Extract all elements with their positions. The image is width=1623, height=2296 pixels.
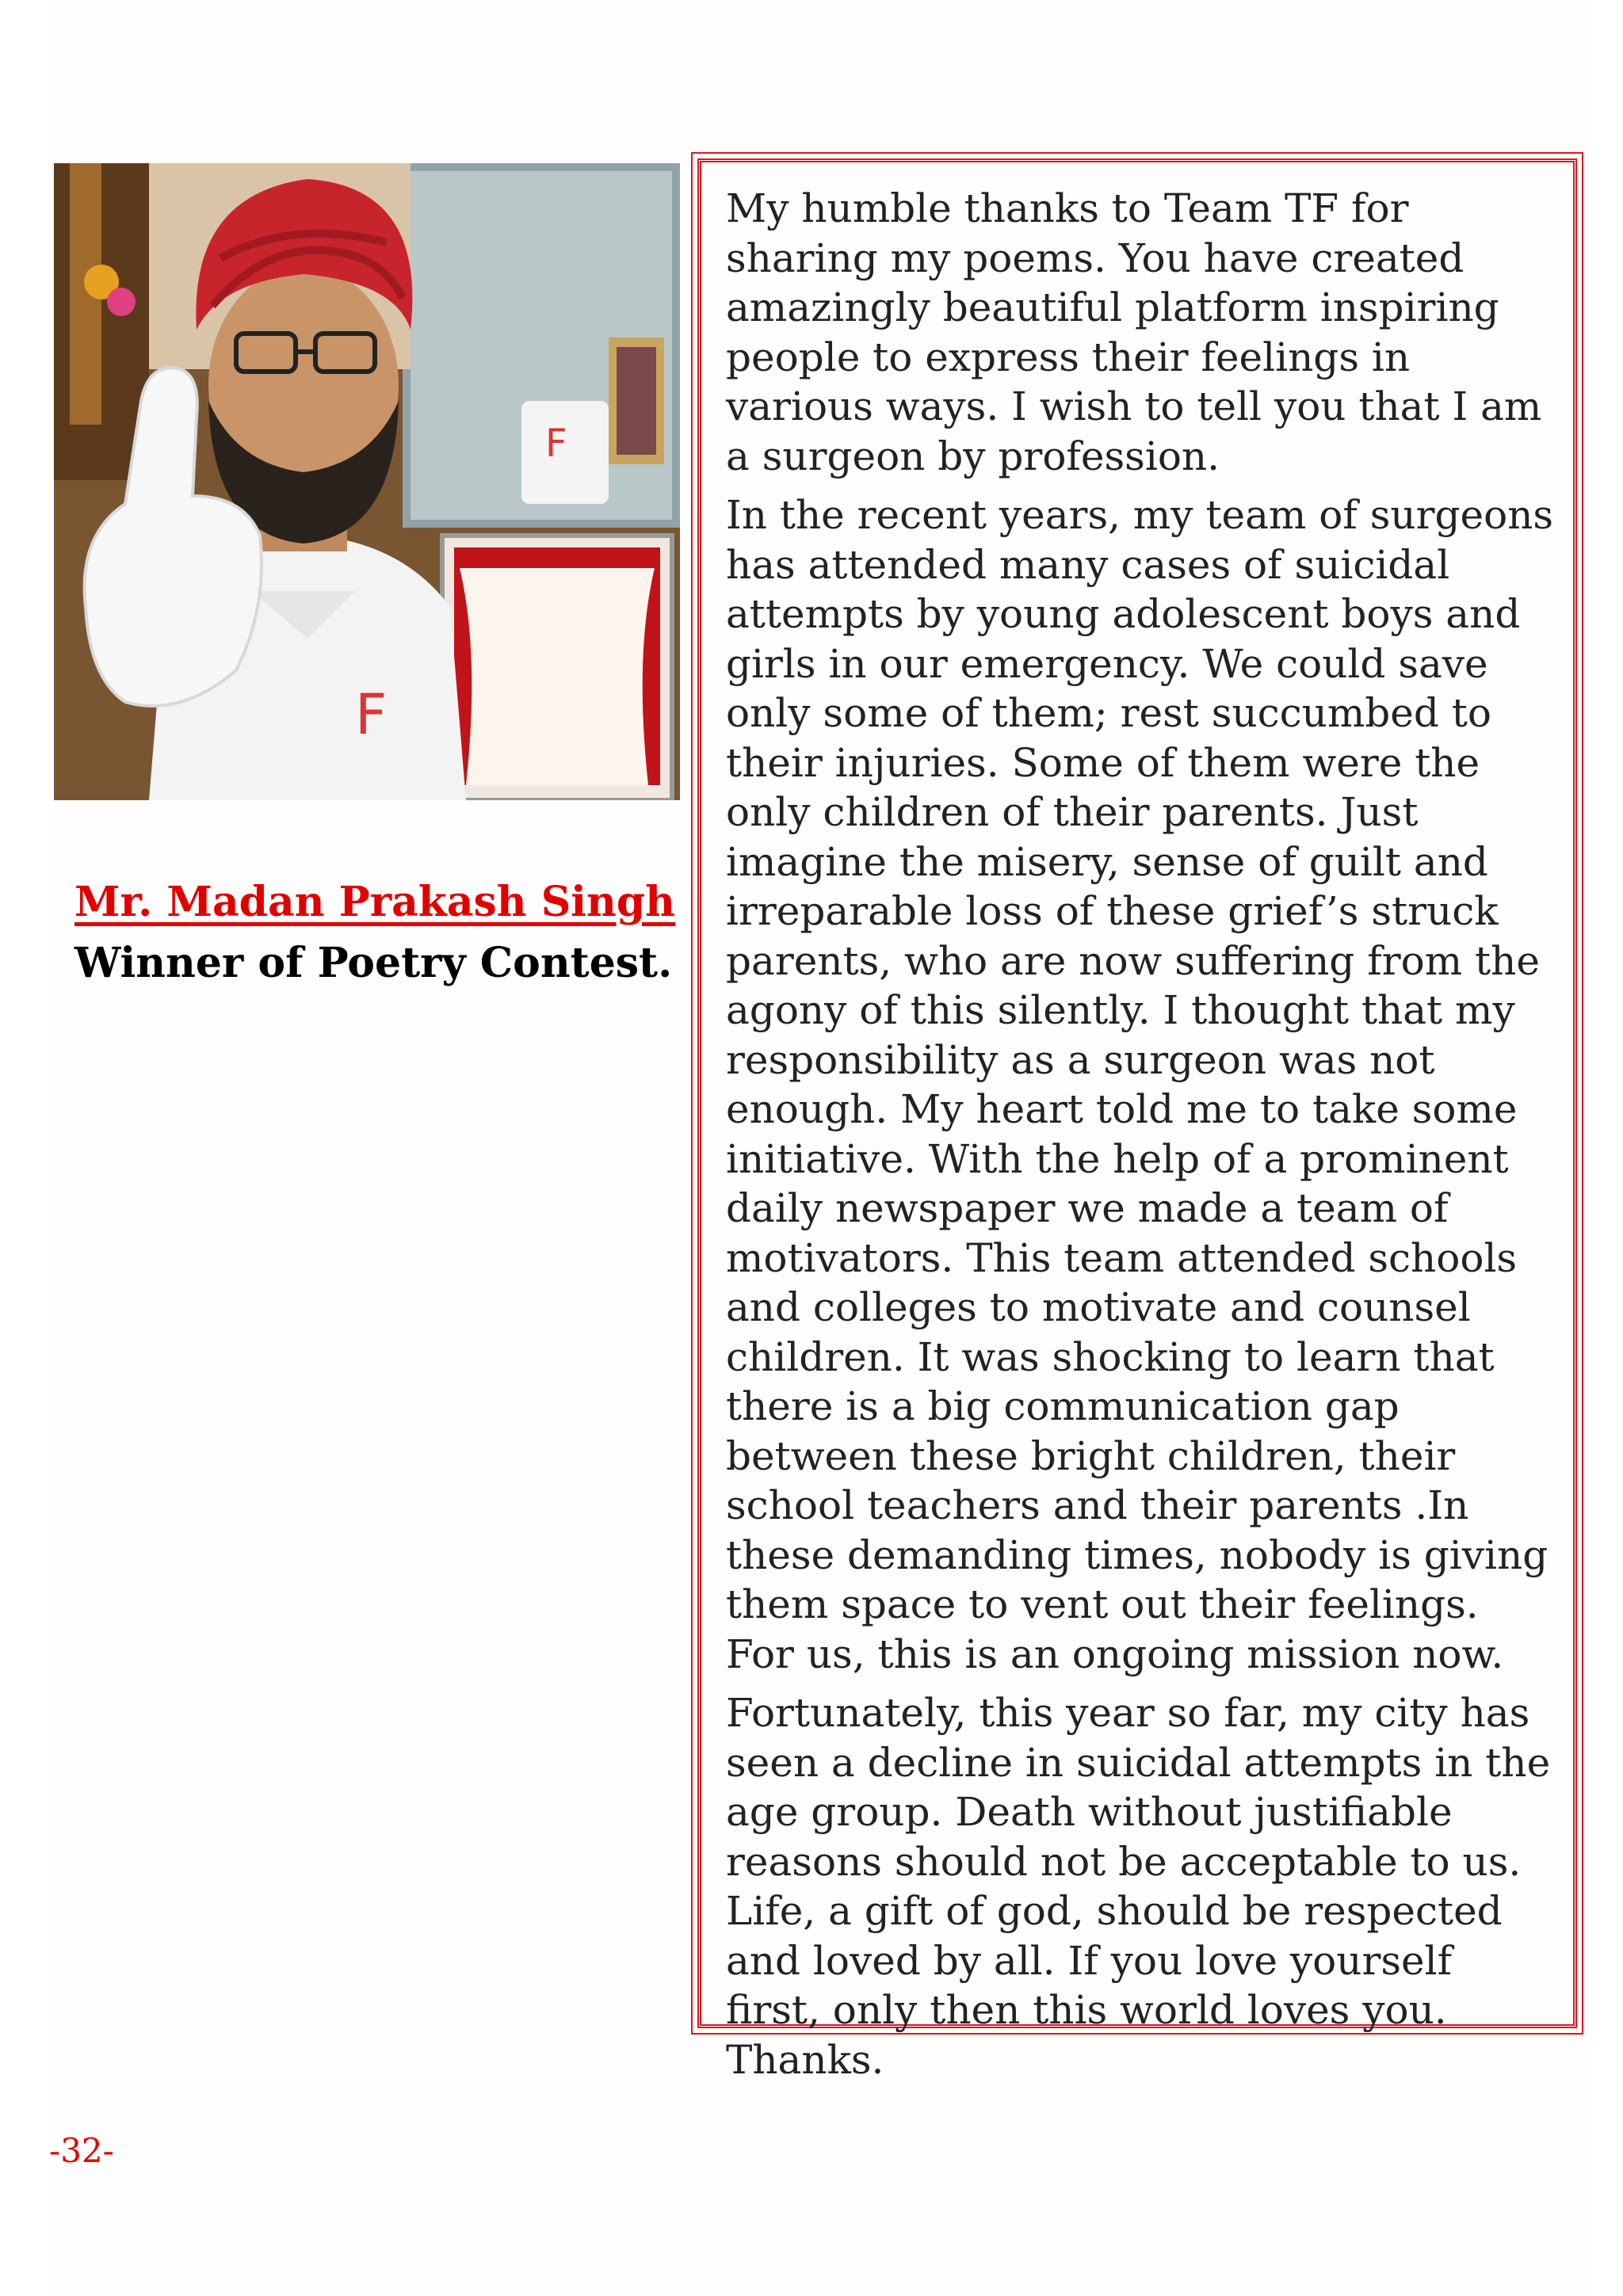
- letter-paragraph-1: My humble thanks to Team TF for sharing my poems. You have created amazingly beautiful platform inspiring people to express their feelings in various ways. I wish to tell you that I am a surgeon by profession.: [726, 185, 1542, 479]
- winner-photo-illustration: [54, 163, 680, 800]
- winner-title: Winner of Poetry Contest.: [74, 939, 673, 987]
- letter-paragraph-3: Fortunately, this year so far, my city has seen a decline in suicidal attempts in the age group. Death without justifiable reasons should not be acceptable to us. Life, a gift of god, should be respected and loved by all. If you love yourself first, only then this world loves you. Thanks.: [726, 1690, 1551, 2083]
- svg-text:F: F: [355, 682, 388, 747]
- page-number: -32-: [49, 2131, 114, 2170]
- letter-paragraph-2: In the recent years, my team of surgeons has attended many cases of suicidal attempts by young adolescent boys and girls in our emergency. We could save only some of them; rest succumbed to their injuries. Some of them were the only children of their parents. Just imagine the misery, sense of guilt and irreparable loss of these grief’s struck parents, who are now suffering from the agony of this silently. I thought that my responsibility as a surgeon was not enough. My heart told me to take some initiative. With the help of a prominent daily newspaper we made a team of motivators. This team attended schools and colleges to motivate and counsel children. It was shocking to learn that there is a big communication gap between these bright children, their school teachers and their parents .In these demanding times, nobody is giving them space to vent out their feelings. For us, this is an ongoing mission now.: [726, 492, 1554, 1677]
- winner-name: Mr. Madan Prakash Singh: [74, 878, 675, 926]
- letter-text: [726, 184, 1558, 2094]
- winner-photo: [54, 163, 680, 800]
- svg-text:F: F: [545, 421, 567, 466]
